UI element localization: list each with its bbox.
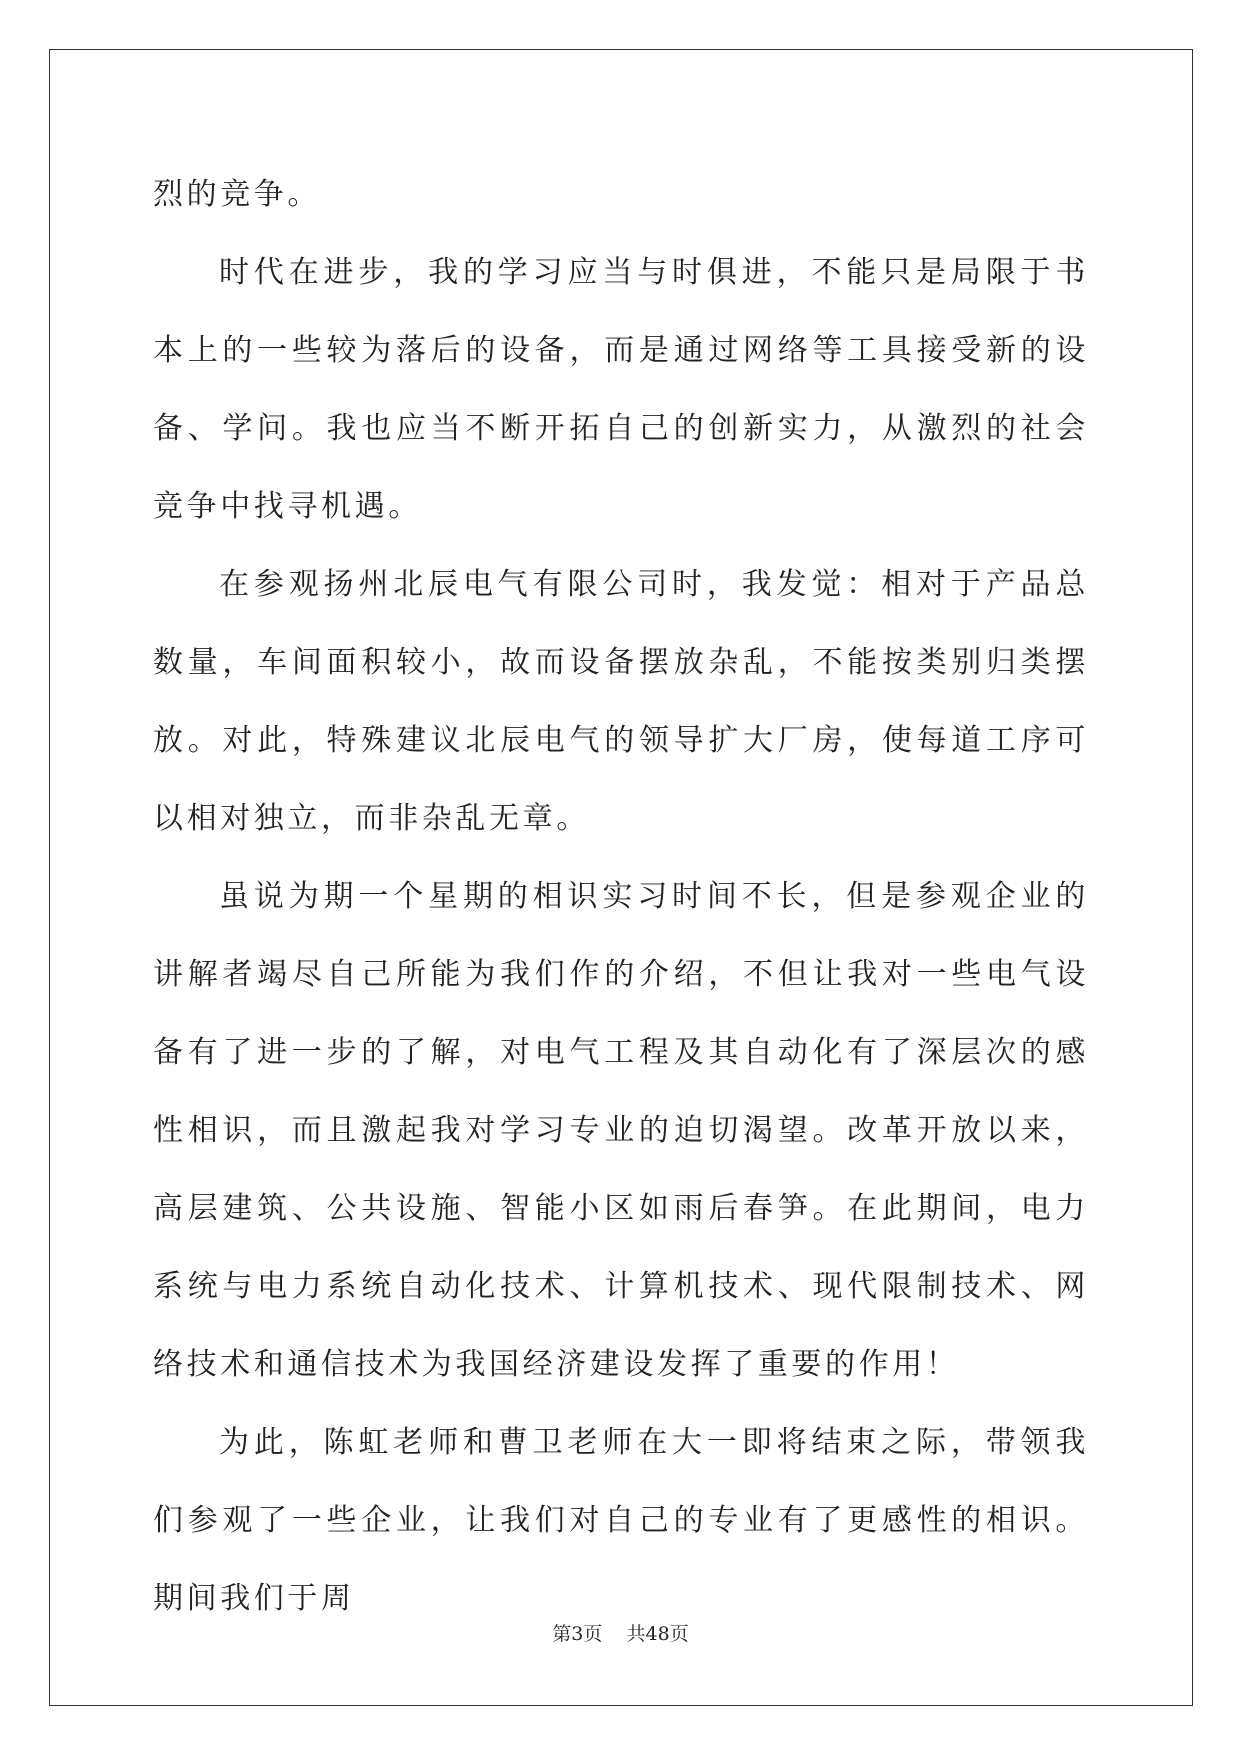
paragraph-3: 在参观扬州北辰电气有限公司时，我发觉：相对于产品总数量，车间面积较小，故而设备摆放杂乱，不能按类别归类摆放。对此，特殊建议北辰电气的领导扩大厂房，使每道工序可以相对独立，而非杂乱无章。	[153, 567, 1089, 836]
page-total: 共48页	[626, 1623, 689, 1645]
paragraph-1: 烈的竞争。	[153, 177, 321, 212]
paragraph-2: 时代在进步，我的学习应当与时俱进，不能只是局限于书本上的一些较为落后的设备，而是通过网络等工具接受新的设备、学问。我也应当不断开拓自己的创新实力，从激烈的社会竞争中找寻机遇。	[153, 255, 1089, 524]
paragraph-4: 虽说为期一个星期的相识实习时间不长，但是参观企业的讲解者竭尽自己所能为我们作的介绍，不但让我对一些电气设备有了进一步的了解，对电气工程及其自动化有了深层次的感性相识，而且激起我对学习专业的迫切渴望。改革开放以来，高层建筑、公共设施、智能小区如雨后春笋。在此期间，电力系统与电力系统自动化技术、计算机技术、现代限制技术、网络技术和通信技术为我国经济建设发挥了重要的作用！	[153, 879, 1089, 1382]
page-footer	[0, 1619, 1241, 1646]
page-number: 第3页	[552, 1623, 603, 1645]
paragraph-5: 为此，陈虹老师和曹卫老师在大一即将结束之际，带领我们参观了一些企业，让我们对自己的专业有了更感性的相识。期间我们于周	[153, 1425, 1089, 1616]
document-body	[153, 156, 1089, 1638]
